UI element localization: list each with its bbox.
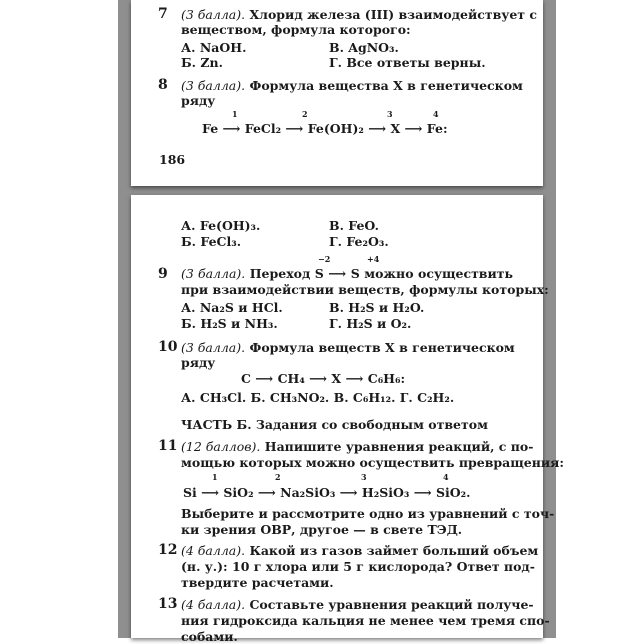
option-a: А. NaOH. [181, 40, 247, 55]
question-12-line: (н. у.): 10 г хлора или 5 г кислорода? Ответ под- [181, 559, 535, 574]
option-b: Б. FeCl₃. [181, 234, 242, 249]
question-7-line: веществом, формула которого: [181, 22, 411, 37]
question-12-line [181, 543, 539, 558]
section-heading [181, 417, 488, 432]
option-g: Г. Fe₂O₃. [329, 234, 389, 249]
option-b: Б. Zn. [181, 55, 223, 70]
option-a: А. Fe(OH)₃. [181, 218, 261, 233]
genetic-chain: Fe ⟶ FeCl₂ ⟶ Fe(OH)₂ ⟶ X ⟶ Fe: [202, 121, 448, 136]
step-label: 2 [275, 472, 281, 482]
option-v: В. AgNO₃. [329, 40, 399, 55]
section-title: ЧАСТЬ Б. [181, 417, 252, 432]
points: (4 балла). [181, 543, 246, 558]
step-label: 3 [387, 109, 393, 119]
question-13-line: собами. [181, 629, 238, 644]
option-v: В. FeO. [329, 218, 379, 233]
question-9-line: при взаимодействии веществ, формулы которых: [181, 282, 549, 297]
question-10-line: ряду [181, 355, 216, 370]
question-11-line [181, 439, 534, 454]
option-a: А. Na₂S и HCl. [181, 300, 283, 315]
question-9-line [181, 266, 513, 281]
question-text: Напишите уравнения реакций, с по- [260, 439, 534, 454]
question-text: Хлорид железа (III) взаимодействует с [245, 7, 537, 22]
question-number: 10 [158, 339, 178, 355]
question-number: 12 [158, 542, 178, 558]
step-label: 2 [302, 109, 308, 119]
question-11-line: мощью которых можно осуществить превращения: [181, 455, 564, 470]
page-number: 186 [159, 152, 186, 167]
question-13-line [181, 597, 534, 612]
question-12-line: твердите расчетами. [181, 575, 334, 590]
points: (4 балла). [181, 597, 246, 612]
step-label: 1 [232, 109, 238, 119]
question-number: 11 [158, 438, 178, 454]
question-number: 8 [158, 77, 168, 93]
step-label: 4 [443, 472, 449, 482]
question-text: Формула вещества X в генетическом [245, 78, 523, 93]
points: (3 балла). [181, 78, 246, 93]
step-label: 4 [433, 109, 439, 119]
question-8-line [181, 78, 523, 93]
question-number: 9 [158, 266, 168, 282]
question-number: 13 [158, 596, 178, 612]
question-11-line: Выберите и рассмотрите одно из уравнений с точ- [181, 506, 555, 521]
question-11-line: ки зрения ОВР, другое — в свете ТЭД. [181, 522, 463, 537]
question-text: Переход S ⟶ S можно осуществить [245, 266, 513, 281]
question-13-line: ния гидроксида кальция не менее чем тремя спо- [181, 613, 550, 628]
option-g: Г. Все ответы верны. [329, 55, 486, 70]
points: (3 балла). [181, 7, 246, 22]
oxidation-state: −2 [318, 254, 331, 264]
points: (12 баллов). [181, 439, 261, 454]
step-label: 1 [212, 472, 218, 482]
question-10-line [181, 340, 513, 355]
option-g: Г. H₂S и O₂. [329, 316, 412, 331]
question-text: Какой из газов займет больший объем [245, 543, 539, 558]
transformation-chain: Si ⟶ SiO₂ ⟶ Na₂SiO₃ ⟶ H₂SiO₃ ⟶ SiO₂. [183, 485, 471, 500]
question-text: Формула веществ X в генетическом [245, 340, 515, 355]
genetic-chain: C ⟶ CH₄ ⟶ X ⟶ C₆H₆: [241, 371, 406, 386]
question-8-line: ряду [181, 93, 216, 108]
question-text: Составьте уравнения реакций получе- [245, 597, 534, 612]
oxidation-state: +4 [367, 254, 380, 264]
section-subtitle: Задания со свободным ответом [251, 417, 488, 432]
question-7-line [181, 7, 537, 22]
question-number: 7 [158, 6, 168, 22]
option-v: В. H₂S и H₂O. [329, 300, 425, 315]
points: (3 балла). [181, 266, 246, 281]
step-label: 3 [361, 472, 367, 482]
points: (3 балла). [181, 340, 246, 355]
options-row: А. CH₃Cl. Б. CH₃NO₂. В. C₆H₁₂. Г. C₂H₂. [181, 390, 455, 405]
option-b: Б. H₂S и NH₃. [181, 316, 278, 331]
